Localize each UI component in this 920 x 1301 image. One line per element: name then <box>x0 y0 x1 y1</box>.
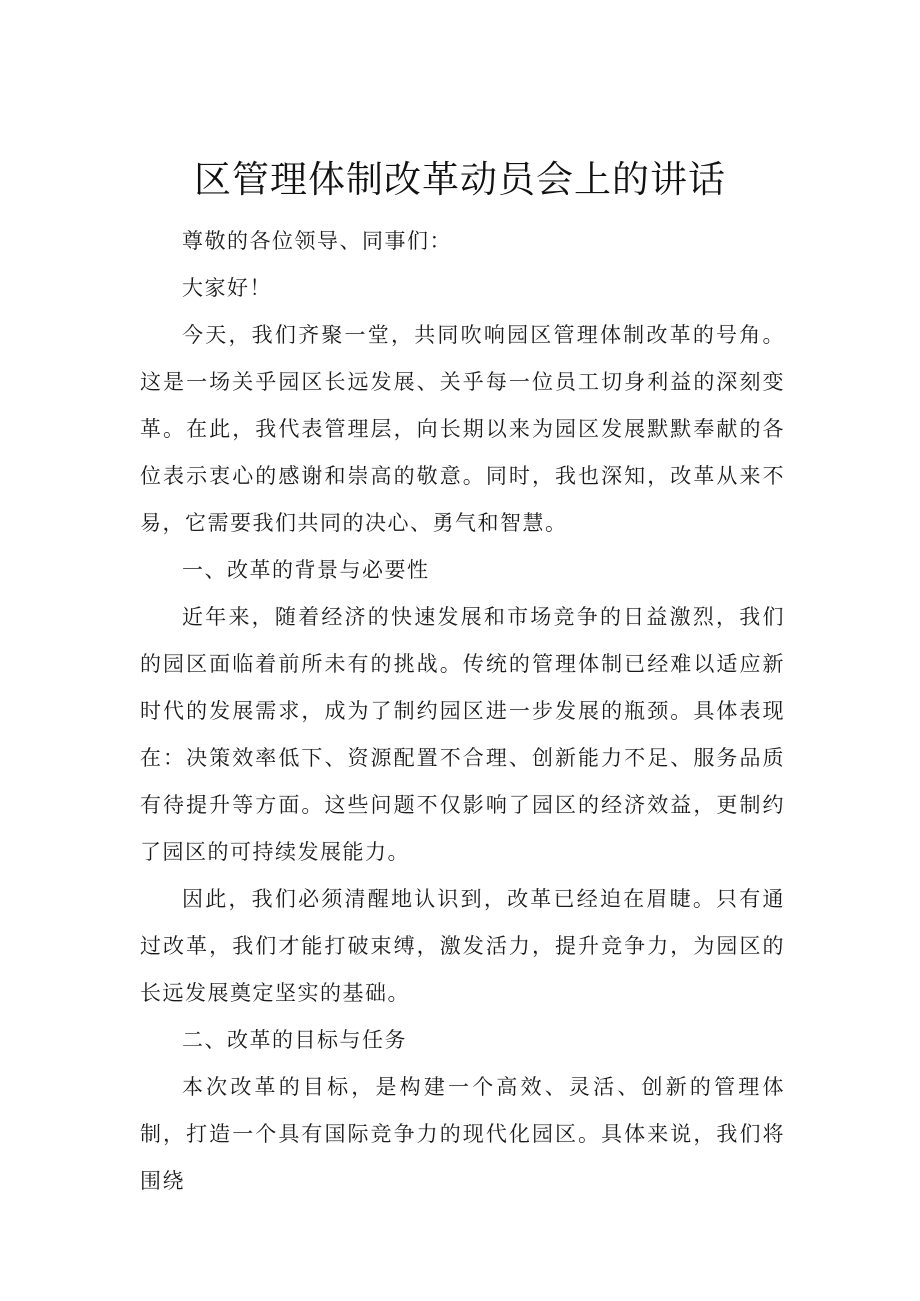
document-body <box>140 218 785 1205</box>
paragraph-background: 近年来，随着经济的快速发展和市场竞争的日益激烈，我们的园区面临着前所未有的挑战。传统的管理体制已经难以适应新时代的发展需求，成为了制约园区进一步发展的瓶颈。具体表现在：决策效率低下、资源配置不合理、创新能力不足、服务品质有待提升等方面。这些问题不仅影响了园区的经济效益，更制约了园区的可持续发展能力。 <box>140 605 785 864</box>
paragraph-goals: 本次改革的目标，是构建一个高效、灵活、创新的管理体制，打造一个具有国际竞争力的现代化园区。具体来说，我们将围绕 <box>140 1075 785 1193</box>
paragraph-urgency: 因此，我们必须清醒地认识到，改革已经迫在眉睫。只有通过改革，我们才能打破束缚，激发活力，提升竞争力，为园区的长远发展奠定坚实的基础。 <box>140 887 785 1005</box>
document-title: 区管理体制改革动员会上的讲话 <box>194 158 726 201</box>
greeting: 大家好！ <box>182 276 272 300</box>
paragraph-intro: 今天，我们齐聚一堂，共同吹响园区管理体制改革的号角。这是一场关乎园区长远发展、关乎每一位员工切身利益的深刻变革。在此，我代表管理层，向长期以来为园区发展默默奉献的各位表示衷心的感谢和崇高的敬意。同时，我也深知，改革从来不易，它需要我们共同的决心、勇气和智慧。 <box>140 323 785 535</box>
salutation: 尊敬的各位领导、同事们： <box>182 229 452 253</box>
section-heading-2: 二、改革的目标与任务 <box>182 1028 407 1052</box>
section-heading-1: 一、改革的背景与必要性 <box>182 558 430 582</box>
